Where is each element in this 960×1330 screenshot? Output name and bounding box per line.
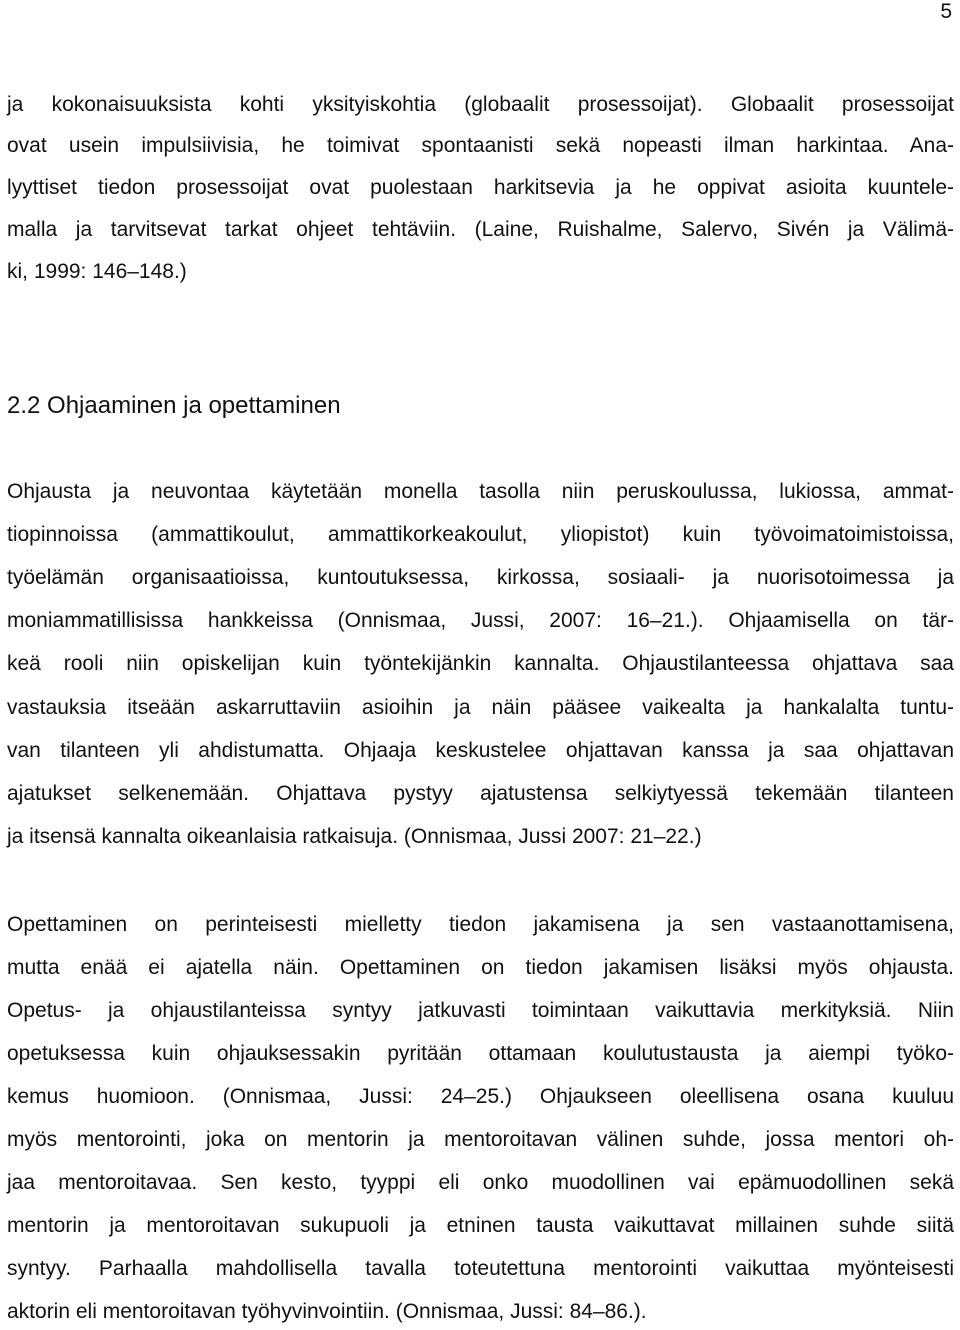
text-line: keä rooli niin opiskelijan kuin työntekijänkin kannalta. Ohjaustilanteessa ohjattava saa: [7, 652, 954, 675]
text-line: aktorin eli mentoroitavan työhyvinvointiin. (Onnismaa, Jussi: 84–86.).: [7, 1300, 647, 1323]
text-line: jaa mentoroitavaa. Sen kesto, tyyppi eli onko muodollinen vai epämuodollinen sekä: [7, 1171, 954, 1194]
text-line: mentorin ja mentoroitavan sukupuoli ja etninen tausta vaikuttavat millainen suhde siitä: [7, 1214, 954, 1237]
text-line: malla ja tarvitsevat tarkat ohjeet tehtäviin. (Laine, Ruishalme, Salervo, Sivén ja Välimä-: [7, 218, 954, 241]
text-line: moniammatillisissa hankkeissa (Onnismaa, Jussi, 2007: 16–21.). Ohjaamisella on tär-: [7, 609, 954, 632]
page-number: 5: [940, 0, 952, 23]
text-line: van tilanteen yli ahdistumatta. Ohjaaja keskustelee ohjattavan kanssa ja saa ohjattavan: [7, 739, 954, 762]
text-line: lyyttiset tiedon prosessoijat ovat puolestaan harkitsevia ja he oppivat asioita kuuntele-: [7, 176, 954, 199]
text-line: tiopinnoissa (ammattikoulut, ammattikorkeakoulut, yliopistot) kuin työvoimatoimistoissa,: [7, 523, 954, 546]
text-line: ja itsensä kannalta oikeanlaisia ratkaisuja. (Onnismaa, Jussi 2007: 21–22.): [7, 825, 702, 848]
text-line: ovat usein impulsiivisia, he toimivat spontaanisti sekä nopeasti ilman harkintaa. Ana-: [7, 134, 954, 157]
text-line: Opettaminen on perinteisesti mielletty tiedon jakamisena ja sen vastaanottamisena,: [7, 913, 954, 936]
section-heading: 2.2 Ohjaaminen ja opettaminen: [7, 392, 341, 419]
text-line: vastauksia itseään askarruttaviin asioihin ja näin pääsee vaikealta ja hankalalta tuntu-: [7, 696, 954, 719]
text-line: mutta enää ei ajatella näin. Opettaminen on tiedon jakamisen lisäksi myös ohjausta.: [7, 956, 954, 979]
text-line: Opetus- ja ohjaustilanteissa syntyy jatkuvasti toimintaan vaikuttavia merkityksiä. Niin: [7, 999, 954, 1022]
text-line: Ohjausta ja neuvontaa käytetään monella tasolla niin peruskoulussa, lukiossa, ammat-: [7, 480, 954, 503]
text-line: ajatukset selkenemään. Ohjattava pystyy ajatustensa selkiytyessä tekemään tilanteen: [7, 782, 954, 805]
text-line: ki, 1999: 146–148.): [7, 260, 187, 283]
text-line: myös mentorointi, joka on mentorin ja mentoroitavan välinen suhde, jossa mentori oh-: [7, 1128, 954, 1151]
text-line: ja kokonaisuuksista kohti yksityiskohtia (globaalit prosessoijat). Globaalit prosessoijat: [7, 93, 954, 116]
text-line: syntyy. Parhaalla mahdollisella tavalla toteutettuna mentorointi vaikuttaa myönteisesti: [7, 1257, 954, 1280]
text-line: opetuksessa kuin ohjauksessakin pyritään ottamaan koulutustausta ja aiempi työko-: [7, 1042, 954, 1065]
text-line: kemus huomioon. (Onnismaa, Jussi: 24–25.) Ohjaukseen oleellisena osana kuuluu: [7, 1085, 954, 1108]
text-line: työelämän organisaatioissa, kuntoutuksessa, kirkossa, sosiaali- ja nuorisotoimessa ja: [7, 566, 954, 589]
